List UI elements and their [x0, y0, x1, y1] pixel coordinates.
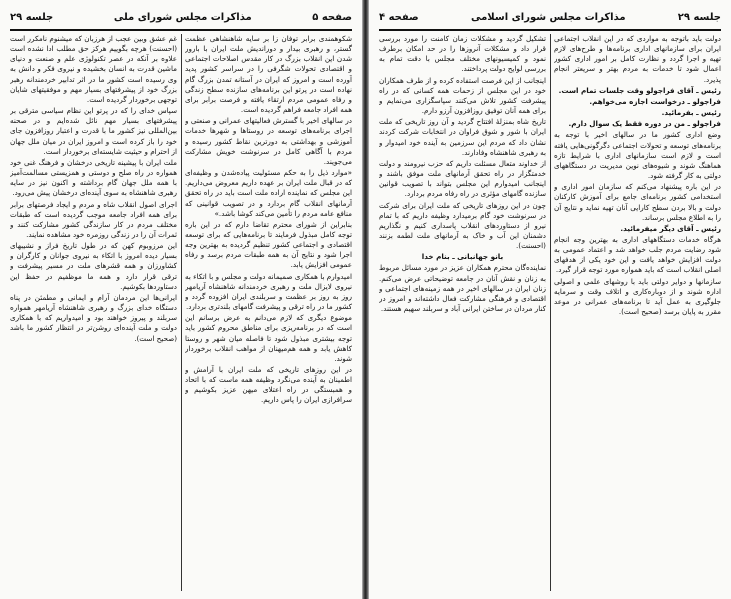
- paragraph: دولت باید باتوجه به مواردی که در این انقلاب اجتماعی ایران برای سازمانهای اداری برنامه‌ها و طرح‌های لازم تهیه و اجرا گردد و نظارت کامل بر امور اداری کشور اعمال شود تا خدمات به مردم بهتر و سریعتر انجام پذیرد.: [554, 34, 721, 84]
- left-page-column-left: [10, 34, 177, 593]
- left-column-divider: [181, 34, 182, 591]
- paragraph: ملت ایران با پیشینه تاریخی درخشان و فرهنگ غنی خود همواره در راه صلح و دوستی و همزیستی مسالمت‌آمیز با همه ملل جهان گام برداشته و اکنون نیز در سایه رهبری شاهنشاه به سوی آینده‌ای درخشان پیش می‌رود.: [10, 157, 177, 198]
- paragraph: امیدوارم با همکاری صمیمانه دولت و مجلس و با اتکاء به نیروی لایزال ملت و رهبری خردمندانه شاهنشاه آریامهر روز به روز بر عظمت و سربلندی ایران افزوده گردد و کشور ما در راه ترقی و پیشرفت گامهای بلندتری بردارد.: [185, 271, 352, 312]
- left-session-number: جلسه ۲۹: [10, 11, 54, 23]
- paragraph: غم عشق وبین عجب از هرزبان که میشنوم نامکرر است (احسنت) هرچه بگوییم هرکز حق مطلب ادا نشده است علاوه بر آنکه در عصر تکنولوژی علم و صنعت و دنیای ماشین قدرت به انسان بخشیده و نیروی فکر و دانش به وی رسیده است کشور ما در اثر تدابیر خردمندانه رهبر بزرگ خود از پیشرفتهای بسیار مهم و موفقیتهای شایان توجهی برخوردار گردیده است.: [10, 34, 177, 104]
- paragraph: هرگاه خدمات دستگاههای اداری به بهترین وجه انجام شود رضایت مردم جلب خواهد شد و اعتماد عمومی به دولت افزایش خواهد یافت و این خود یکی از هدفهای اصلی انقلاب است که باید همواره مورد توجه قرار گیرد.: [554, 234, 721, 275]
- paragraph: نماینده‌گان محترم همکاران عزیز در مورد مسائل مربوط به زنان و نقش آنان در جامعه توضیحاتی عرض می‌کنم. زنان ایران در سالهای اخیر در همه زمینه‌های اجتماعی و اقتصادی و فرهنگی مشارکت فعال داشته‌اند و امروز در کنار مردان در ساختن ایرانی آباد و سربلند سهیم هستند.: [379, 263, 546, 314]
- right-page-title: مذاکرات مجلس شورای اسلامی: [470, 11, 626, 23]
- right-header-rule: [379, 29, 721, 31]
- speaker-line: فراجولو ـ من در دوره فقط یک سوال دارم.: [568, 119, 721, 129]
- paragraph: موضوع دیگری که لازم می‌دانم به عرض برسانم این است که در برنامه‌ریزی برای مناطق محروم کشور باید توجه بیشتری مبذول شود تا فاصله میان شهر و روستا کاهش یابد و همه هم‌میهنان از مواهب انقلاب برخوردار شوند.: [185, 313, 352, 363]
- paragraph: این مرزوبوم کهن که در طول تاریخ فراز و نشیبهای بسیار دیده امروز با اتکاء به نیروی جوانان و کارگران و کشاورزان و همه قشرهای ملت در مسیر پیشرفت و ترقی قرار دارد و همه ما موظفیم در حفظ این دستاوردها بکوشیم.: [10, 241, 177, 291]
- paragraph: در این روزهای تاریخی که ملت ایران با آرامش و اطمینان به آینده می‌نگرد وظیفه همه ماست که با اتحاد و همبستگی در راه اعتلای میهن عزیز بکوشیم و سرافرازی ایران را پاس داریم.: [185, 365, 352, 405]
- paragraph: اینجانب از این فرصت استفاده کرده و از طرف همکاران خود در این مجلس از زحمات همه کسانی که در راه پیشرفت کشور تلاش می‌کنند سپاسگزاری می‌نمایم و برای همه آنان توفیق روزافزون آرزو دارم.: [379, 75, 546, 116]
- paragraph: شکوهمندی برابر توفان زا بر سایه شاهنشاهی عظمت گستر، و رهبری بیدار و دوراندیش ملت ایران با بارور شدن این انقلاب بزرگ در کار مقدس اصلاحات اجتماعی و اقتصادی تحولات شگرفی را در سراسر کشور پدید آورده است و امروز که ایران در آستانه تمدن بزرگ گام نهاده است در پرتو این برنامه‌های سازنده سطح زندگی و رفاه عمومی مردم ارتقاء یافته و فرصت برابر برای همه افراد جامعه فراهم گردیده است.: [185, 34, 352, 115]
- paragraph: در سالهای اخیر با گسترش فعالیتهای عمرانی و صنعتی و اجرای برنامه‌های توسعه در روستاها و شهرها خدمات آموزشی و بهداشتی به دورترین نقاط کشور رسیده و مردم با آگاهی کامل در سرنوشت خویش مشارکت می‌جویند.: [185, 116, 352, 166]
- left-header-rule: [10, 29, 352, 31]
- right-page-header: [379, 6, 721, 28]
- paragraph: ایرانی‌ها این مردمان آرام و ایمانی و مطمئن در پناه دستگاه خدای بزرگ و رهبری شاهنشاه آریامهر همواره سربلند و پیروز خواهند بود و امیدواریم که با همکاری دولت و ملت آینده‌ای روشن‌تر در انتظار کشور ما باشد (صحیح است).: [10, 292, 177, 343]
- right-column-divider: [550, 34, 551, 591]
- paragraph: سازمانها و دوایر دولتی باید با روشهای علمی و اصولی اداره شوند و از دوباره‌کاری و اتلاف وقت و سرمایه جلوگیری به عمل آید تا برنامه‌های عمرانی در موعد مقرر به پایان برسد (صحیح است).: [554, 276, 721, 317]
- left-page: [0, 0, 362, 599]
- section-heading: بانو جهانبانی ـ بنام خدا: [421, 252, 504, 262]
- book-gutter: [362, 0, 369, 599]
- right-page-number: صفحه ۴: [379, 11, 419, 23]
- left-page-number: صفحه ۵: [312, 11, 352, 23]
- right-page-column-right: [554, 34, 721, 593]
- left-page-column-right: [185, 34, 352, 593]
- speaker-line: فراجولو ـ درخواست اجازه می‌خواهم.: [589, 96, 721, 106]
- right-session-number: جلسه ۲۹: [677, 11, 721, 23]
- speaker-line: رئیس ـ آقای دیگر میفرمائید.: [620, 223, 721, 233]
- left-page-title: مذاکرات مجلس شورای ملی: [113, 11, 252, 23]
- paragraph: تشکیل گردید و مشکلات زمان کامنت را مورد بررسی قرار داد و مشکلات آنروزها را در حد امکان برطرف نمود و کمیسیونهای مختلف مجلس با دقت تمام به بررسی لوایح دولت پرداختند.: [379, 34, 546, 74]
- paragraph: سپاس خدای را که در پرتو این نظام سیاسی مترقی بر پیشرفتهای بسیار مهم نائل شده‌ایم و در صحنه بین‌المللی نیز کشور ما با قدرت و اعتبار روزافزون جای خود را باز کرده است و امروز ایران در میان ملل جهان از احترام و حیثیت شایسته‌ای برخوردار است.: [10, 106, 177, 156]
- paragraph: در این باره پیشنهاد می‌کنم که سازمان امور اداری و استخدامی کشور برنامه‌ای جامع برای آموزش کارکنان دولت و بالا بردن سطح کارایی آنان تهیه نماید و نتایج آن را به اطلاع مجلس برساند.: [554, 182, 721, 222]
- paragraph: تاریخ شاه بمنزلهٔ افتتاح گردید و آن روز تاریخی که ملت ایران با شور و شوق فراوان در انتخابات شرکت کردند نشان داد که مردم این سرزمین به آینده خود امیدوار و به رهبری شاهنشاه وفادارند.: [379, 117, 546, 157]
- paragraph: چون در این روزهای تاریخی که ملت ایران برای شرکت در سرنوشت خود گام برمیدارد وظیفه داریم که با تمام نیرو از دستاوردهای انقلاب پاسداری کنیم و نگذاریم دشمنان این آب و خاک به آرمانهای ملت لطمه بزنند (احسنت).: [379, 200, 546, 251]
- paragraph: از خداوند متعال مسئلت داریم که حزب نیرومند و دولت خدمتگزار در راه تحقق آرمانهای ملت موفق باشند و اینجانب امیدوارم این مجلس بتواند با تصویب قوانین سازنده گامهای مؤثری در راه رفاه مردم بردارد.: [379, 158, 546, 199]
- right-page: [369, 0, 731, 599]
- paragraph: بنابراین از شورای محترم تقاضا دارم که در این باره توجه کامل مبذول فرمایند تا برنامه‌هایی که برای توسعه اقتصادی و اجتماعی کشور تنظیم گردیده به بهترین وجه اجرا شود و نتایج آن به همه طبقات مردم برسد و رفاه عمومی افزایش یابد.: [185, 219, 352, 270]
- paragraph: اجرای اصول انقلاب شاه و مردم و ایجاد فرصتهای برابر برای همه افراد جامعه موجب گردیده است که طبقات مختلف مردم در کار سازندگی کشور مشارکت کنند و ثمرات آن را در زندگی روزمره خود مشاهده نمایند.: [10, 199, 177, 239]
- speaker-line: رئیس ـ آقای فراجولو وقت جلسات تمام است.: [558, 85, 721, 95]
- right-page-column-left: [379, 34, 546, 593]
- speaker-line: رئیس ـ بفرمائید.: [661, 108, 721, 118]
- paragraph: «موارد ذیل را به حکم مسئولیت پیاده‌شدن و وظیفه‌ای که در قبال ملت ایران بر عهده داریم معروض می‌داریم. این مجلس که نماینده اراده ملت است باید در راه تحقق آرمانهای انقلاب گام بردارد و در تصویب قوانینی که منافع عامه مردم را تأمین می‌کند کوشا باشد.»: [185, 168, 352, 218]
- left-page-header: [10, 6, 352, 28]
- paragraph: وضع اداری کشور ما در سالهای اخیر با توجه به برنامه‌های توسعه و تحولات اجتماعی دگرگونی‌هایی یافته است و لازم است سازمانهای اداری با شرایط تازه هماهنگ شوند و شیوه‌های نوین مدیریت در دستگاههای دولتی به کار گرفته شود.: [554, 130, 721, 181]
